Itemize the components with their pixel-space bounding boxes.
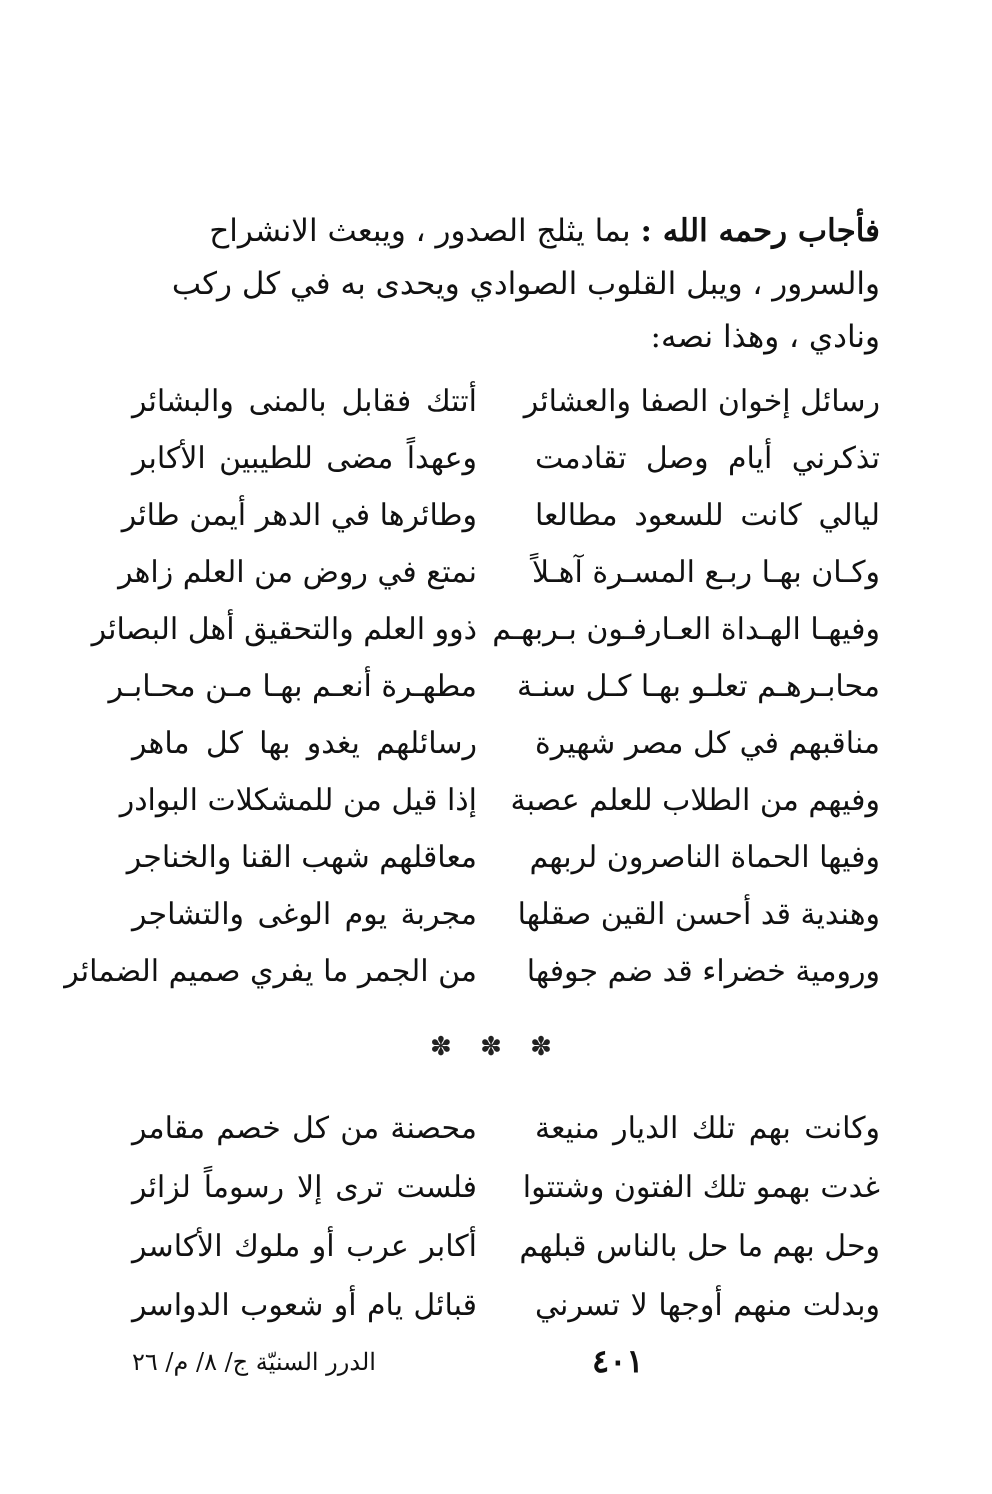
verse-second-hemistich: نمتع في روض من العلم زاهر <box>118 555 477 590</box>
poem-section-2 <box>132 1105 880 1341</box>
verse-second-hemistich: وطائرها في الدهر أيمن طائر <box>121 498 477 533</box>
intro-line-3: ونادي ، وهذا نصه: <box>650 319 880 355</box>
verse-first-hemistich: وفيهـا الهـداة العـارفـون بـربهـم <box>492 612 880 647</box>
verse <box>132 1223 880 1282</box>
poem-section-1 <box>64 378 880 1005</box>
verse-first-hemistich: مناقبهم في كل مصر شهيرة <box>535 726 880 761</box>
verse-first-hemistich: تذكرني أيام وصل تقادمت <box>535 441 880 476</box>
verse <box>132 1105 880 1164</box>
verse-first-hemistich: رسائل إخوان الصفا والعشائر <box>523 384 880 419</box>
source-reference: الدرر السنيّة ج/ ٨/ م/ ٢٦ <box>132 1348 376 1376</box>
verse-second-hemistich: أكابر عرب أو ملوك الأكاسر <box>132 1229 477 1264</box>
verse <box>132 1164 880 1223</box>
verse <box>108 663 880 720</box>
verse <box>91 606 880 663</box>
verse <box>118 549 880 606</box>
verse-first-hemistich: وكـان بهـا ربـع المسـرة آهـلاً <box>531 555 880 590</box>
verse-second-hemistich: محصنة من كل خصم مقامر <box>132 1111 477 1146</box>
verse-first-hemistich: ليالي كانت للسعود مطالعا <box>535 498 880 533</box>
verse <box>132 435 880 492</box>
page-number: ٤٠١ <box>592 1342 644 1380</box>
verse-second-hemistich: من الجمر ما يفري صميم الضمائر <box>64 954 477 989</box>
verse <box>132 720 880 777</box>
verse-first-hemistich: وكانت بهم تلك الديار منيعة <box>535 1111 880 1146</box>
verse-first-hemistich: وحل بهم ما حل بالناس قبلهم <box>519 1229 880 1264</box>
verse <box>64 948 880 1005</box>
verse-first-hemistich: وبدلت منهم أوجها لا تسرني <box>535 1288 880 1323</box>
intro-line-1-text: بما يثلج الصدور ، ويبعث الانشراح <box>209 213 631 249</box>
verse <box>121 492 880 549</box>
verse-second-hemistich: رسائلهم يغدو بها كل ماهر <box>132 726 477 761</box>
verse-first-hemistich: وفيها الحماة الناصرون لربهم <box>529 840 880 875</box>
verse-second-hemistich: معاقلهم شهب القنا والخناجر <box>126 840 477 875</box>
verse-first-hemistich: وهندية قد أحسن القين صقلها <box>517 897 880 932</box>
verse-second-hemistich: قبائل يام أو شعوب الدواسر <box>132 1288 477 1323</box>
intro-line-1 <box>132 205 880 258</box>
verse <box>132 891 880 948</box>
verse-first-hemistich: محابـرهـم تعلـو بهـا كـل سنـة <box>517 669 880 704</box>
verse-second-hemistich: مطهـرة أنعـم بهـا مـن محـابـر <box>108 669 477 704</box>
page-footer <box>132 1342 880 1392</box>
verse <box>132 1282 880 1341</box>
intro-lead: فأجاب رحمه الله : <box>640 213 880 249</box>
verse-second-hemistich: مجربة يوم الوغى والتشاجر <box>132 897 477 932</box>
verse <box>119 777 880 834</box>
verse-first-hemistich: غدت بهمو تلك الفتون وشتتوا <box>522 1170 880 1205</box>
verse-first-hemistich: وفيهم من الطلاب للعلم عصبة <box>510 783 880 818</box>
section-separator: ✽ ✽ ✽ <box>430 1032 562 1062</box>
verse-second-hemistich: فلست ترى إلا رسوماً لزائر <box>132 1170 477 1205</box>
verse-second-hemistich: إذا قيل من للمشكلات البوادر <box>119 783 477 818</box>
verse-second-hemistich: وعهداً مضى للطيبين الأكابر <box>132 441 477 476</box>
intro-paragraph <box>132 205 880 364</box>
verse <box>132 378 880 435</box>
verse-second-hemistich: أتتك فقابل بالمنى والبشائر <box>132 384 477 419</box>
intro-line-2: والسرور ، ويبل القلوب الصوادي ويحدى به في كل ركب <box>171 266 880 302</box>
verse-second-hemistich: ذوو العلم والتحقيق أهل البصائر <box>91 612 477 647</box>
verse <box>126 834 880 891</box>
verse-first-hemistich: ورومية خضراء قد ضم جوفها <box>526 954 880 989</box>
